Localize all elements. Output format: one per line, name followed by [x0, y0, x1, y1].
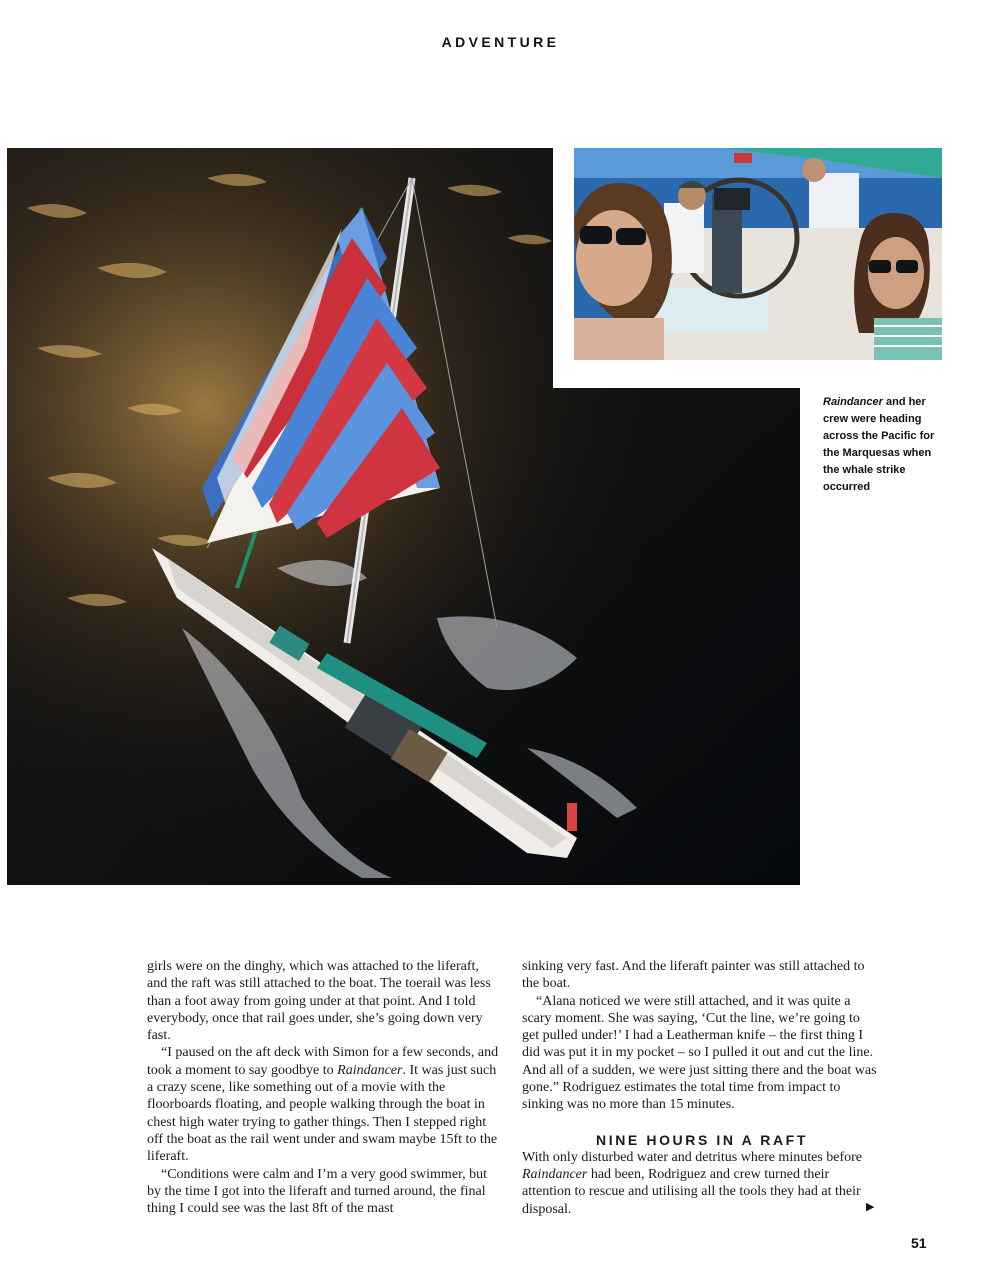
section-subheading: NINE HOURS IN A RAFT [596, 1131, 808, 1148]
article-column-2 [522, 958, 878, 1218]
paragraph: With only disturbed water and detritus where minutes before Raindancer had been, Rodriguez and crew turned their attention to rescue and utilising all the tools they had at their disposal. [522, 1149, 863, 1217]
caption-text: and her crew were heading across the Pacific for the Marquesas when the whale strike occurred [823, 396, 935, 493]
paragraph: sinking very fast. And the liferaft painter was still attached to the boat. [522, 959, 865, 992]
paragraph: “Conditions were calm and I’m a very good swimmer, but by the time I got into the liferaft and turned around, the final thing I could see was the last 8ft of the mast [147, 1166, 488, 1217]
paragraph: “Alana noticed we were still attached, and it was quite a scary moment. She was saying, ‘Cut the line, we’re going to get pulled under!’ I had a Leatherman knife – the first thing I did was put it in my pocket – so I pulled it out and cut the line. And all of a sudden, we were just sitting there and the boat was gone.” Rodriguez estimates the total time from impact to sinking was no more than 15 minutes. [522, 993, 877, 1113]
paragraph: girls were on the dinghy, which was attached to the liferaft, and the raft was still attached to the boat. The toerail was less than a foot away from going under at that point. And I told everybody, once that rail goes under, she’s going down very fast. [147, 959, 491, 1044]
paragraph: “I paused on the aft deck with Simon for a few seconds, and took a moment to say goodbye to Raindancer. It was just such a crazy scene, like something out of a movie with the floorboards floating, and people walking through the boat in chest high water trying to gather things. Then I stepped right off the boat as the rail went under and swam maybe 15ft to the liferaft. [147, 1045, 499, 1165]
inset-photo [574, 148, 942, 360]
page-number: 51 [911, 1235, 927, 1251]
photo-caption [823, 394, 943, 496]
caption-boat-name: Raindancer [823, 396, 883, 408]
article-end-icon: ▶ [866, 1200, 875, 1213]
article-column-1 [147, 958, 502, 1217]
crew-cockpit-illustration [574, 148, 942, 360]
section-label: ADVENTURE [441, 34, 560, 50]
